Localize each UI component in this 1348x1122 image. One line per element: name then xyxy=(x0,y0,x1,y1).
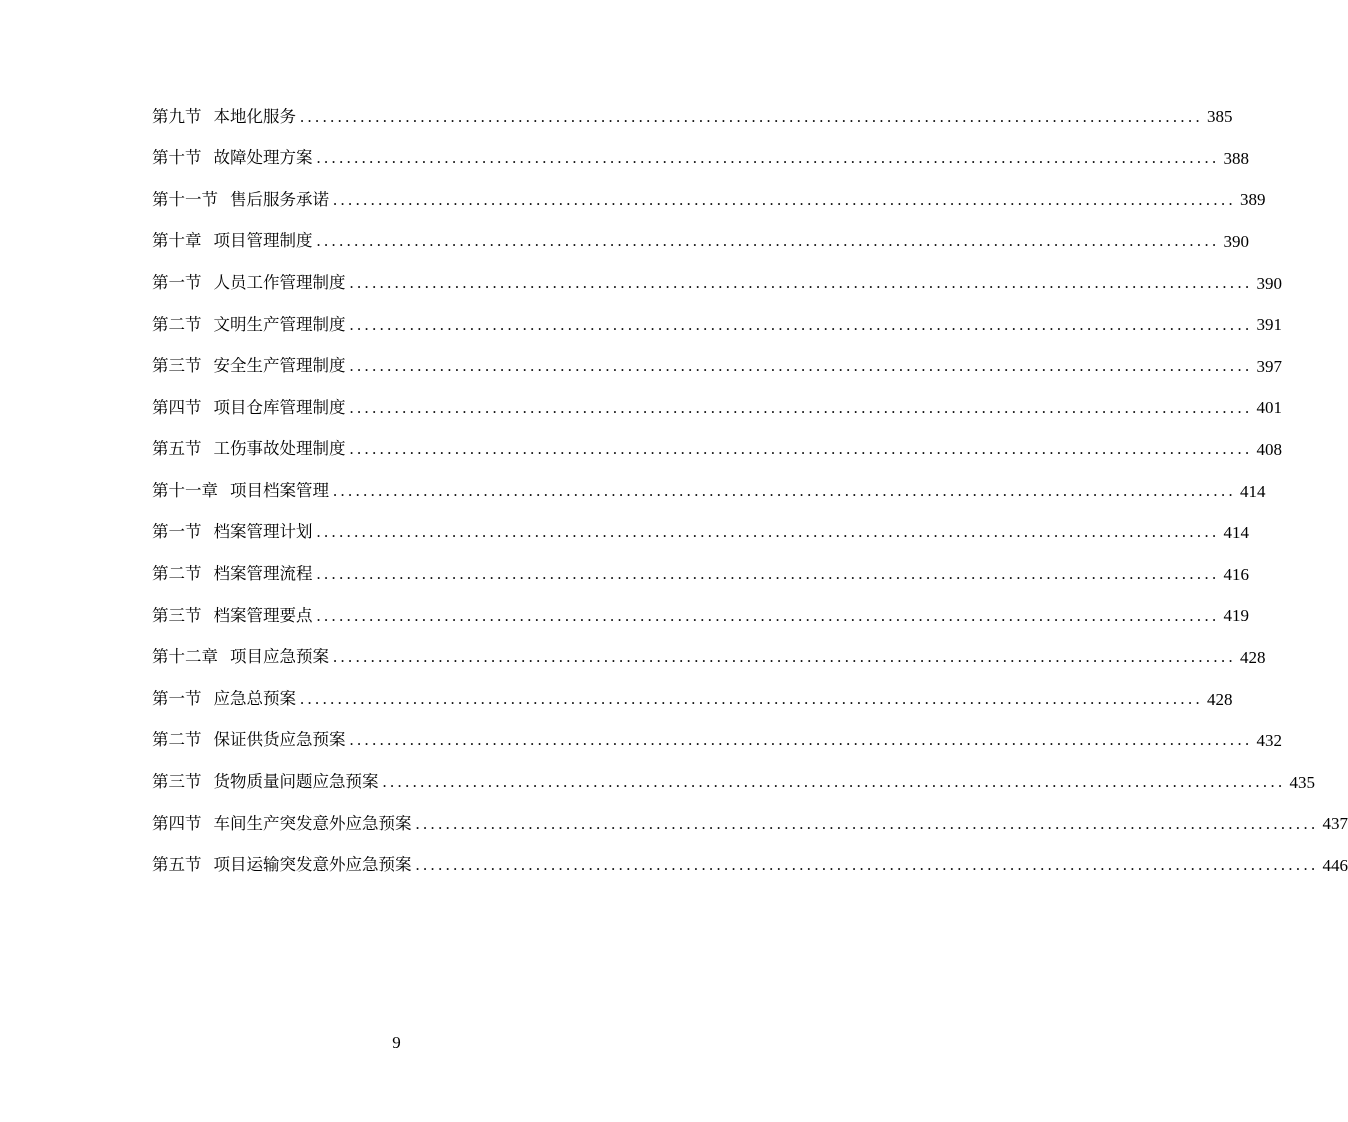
toc-entry-title: 档案管理要点 xyxy=(213,605,313,625)
toc-section-label: 第四节 xyxy=(152,397,202,417)
toc-entry[interactable] xyxy=(152,262,1282,304)
toc-entry-title: 保证供货应急预案 xyxy=(213,730,346,750)
toc-dot-leader: ........................................................................................................................ xyxy=(349,356,1253,376)
toc-dot-leader: ........................................................................................................................ xyxy=(333,647,1236,667)
toc-section-label: 第五节 xyxy=(152,855,202,875)
toc-page-number: 391 xyxy=(1256,315,1282,335)
toc-entry[interactable] xyxy=(152,678,1233,720)
toc-page-number: 390 xyxy=(1223,232,1249,252)
toc-page-number: 446 xyxy=(1322,855,1348,875)
toc-section-label: 第二节 xyxy=(152,564,202,584)
toc-page-number: 432 xyxy=(1256,731,1282,751)
toc-page-number: 437 xyxy=(1322,814,1348,834)
toc-page-number: 401 xyxy=(1256,398,1282,418)
toc-page-number: 428 xyxy=(1240,648,1266,668)
toc-entry-title: 工伤事故处理制度 xyxy=(213,439,346,459)
toc-section-label: 第三节 xyxy=(152,772,202,792)
toc-entry[interactable] xyxy=(152,387,1282,429)
toc-section-label: 第五节 xyxy=(152,439,202,459)
toc-entry-title: 项目管理制度 xyxy=(213,231,313,251)
toc-dot-leader: ........................................................................................................................ xyxy=(316,522,1220,542)
toc-dot-leader: ........................................................................................................................ xyxy=(382,772,1286,792)
toc-dot-leader: ........................................................................................................................ xyxy=(415,813,1319,833)
toc-page-number: 435 xyxy=(1289,772,1315,792)
toc-section-label: 第二节 xyxy=(152,314,202,334)
toc-entry[interactable] xyxy=(152,221,1249,263)
toc-entry-title: 安全生产管理制度 xyxy=(213,356,346,376)
toc-section-label: 第九节 xyxy=(152,106,202,126)
toc-entry-title: 人员工作管理制度 xyxy=(213,272,346,292)
toc-dot-leader: ........................................................................................................................ xyxy=(300,106,1203,126)
toc-entry-title: 项目仓库管理制度 xyxy=(213,397,346,417)
toc-entry[interactable] xyxy=(152,179,1266,221)
toc-entry-title: 文明生产管理制度 xyxy=(213,314,346,334)
toc-page-number: 428 xyxy=(1207,689,1233,709)
toc-dot-leader: ........................................................................................................................ xyxy=(333,480,1236,500)
toc-section-label: 第十一章 xyxy=(152,480,218,500)
toc-page-number: 408 xyxy=(1256,440,1282,460)
toc-entry[interactable] xyxy=(152,138,1249,180)
toc-dot-leader: ........................................................................................................................ xyxy=(316,564,1220,584)
toc-entry-title: 项目应急预案 xyxy=(230,647,329,667)
toc-entry-title: 车间生产突发意外应急预案 xyxy=(213,813,412,833)
toc-page-number: 389 xyxy=(1240,190,1266,210)
toc-entry[interactable] xyxy=(152,304,1282,346)
toc-entry[interactable] xyxy=(152,470,1266,512)
table-of-contents xyxy=(152,96,1348,886)
toc-entry-title: 项目档案管理 xyxy=(230,480,329,500)
toc-section-label: 第十章 xyxy=(152,231,202,251)
toc-entry-title: 档案管理流程 xyxy=(213,564,313,584)
toc-page-number: 416 xyxy=(1223,564,1249,584)
toc-dot-leader: ........................................................................................................................ xyxy=(349,314,1253,334)
toc-dot-leader: ........................................................................................................................ xyxy=(415,855,1319,875)
toc-dot-leader: ........................................................................................................................ xyxy=(333,189,1236,209)
toc-page-number: 414 xyxy=(1223,523,1249,543)
toc-entry-title: 售后服务承诺 xyxy=(230,189,329,209)
toc-section-label: 第一节 xyxy=(152,272,202,292)
toc-entry[interactable] xyxy=(152,803,1348,845)
toc-section-label: 第三节 xyxy=(152,356,202,376)
toc-section-label: 第四节 xyxy=(152,813,202,833)
toc-dot-leader: ........................................................................................................................ xyxy=(316,605,1220,625)
toc-entry[interactable] xyxy=(152,720,1282,762)
toc-section-label: 第十一节 xyxy=(152,189,218,209)
toc-entry-title: 本地化服务 xyxy=(213,106,296,126)
toc-page-number: 414 xyxy=(1240,481,1266,501)
toc-page-number: 390 xyxy=(1256,273,1282,293)
toc-entry-title: 货物质量问题应急预案 xyxy=(213,772,379,792)
toc-entry-title: 项目运输突发意外应急预案 xyxy=(213,855,412,875)
toc-section-label: 第二节 xyxy=(152,730,202,750)
toc-entry-title: 档案管理计划 xyxy=(213,522,313,542)
toc-section-label: 第一节 xyxy=(152,522,202,542)
toc-entry-title: 故障处理方案 xyxy=(213,148,313,168)
toc-entry[interactable] xyxy=(152,762,1315,804)
toc-dot-leader: ........................................................................................................................ xyxy=(316,231,1220,251)
toc-page-number: 397 xyxy=(1256,356,1282,376)
toc-page-number: 388 xyxy=(1223,148,1249,168)
toc-entry[interactable] xyxy=(152,637,1266,679)
toc-dot-leader: ........................................................................................................................ xyxy=(349,272,1253,292)
toc-entry[interactable] xyxy=(152,845,1348,887)
toc-entry[interactable] xyxy=(152,96,1233,138)
page-number: 9 xyxy=(392,1033,401,1052)
toc-dot-leader: ........................................................................................................................ xyxy=(316,148,1220,168)
toc-entry[interactable] xyxy=(152,346,1282,388)
toc-dot-leader: ........................................................................................................................ xyxy=(349,439,1253,459)
toc-section-label: 第三节 xyxy=(152,605,202,625)
toc-entry[interactable] xyxy=(152,554,1249,596)
toc-section-label: 第一节 xyxy=(152,688,202,708)
toc-dot-leader: ........................................................................................................................ xyxy=(349,397,1253,417)
toc-entry[interactable] xyxy=(152,429,1282,471)
toc-dot-leader: ........................................................................................................................ xyxy=(300,688,1203,708)
toc-entry[interactable] xyxy=(152,512,1249,554)
toc-entry[interactable] xyxy=(152,595,1249,637)
toc-dot-leader: ........................................................................................................................ xyxy=(349,730,1253,750)
toc-page-number: 419 xyxy=(1223,606,1249,626)
toc-section-label: 第十二章 xyxy=(152,647,218,667)
toc-page-number: 385 xyxy=(1207,107,1233,127)
toc-section-label: 第十节 xyxy=(152,148,202,168)
toc-entry-title: 应急总预案 xyxy=(213,688,296,708)
